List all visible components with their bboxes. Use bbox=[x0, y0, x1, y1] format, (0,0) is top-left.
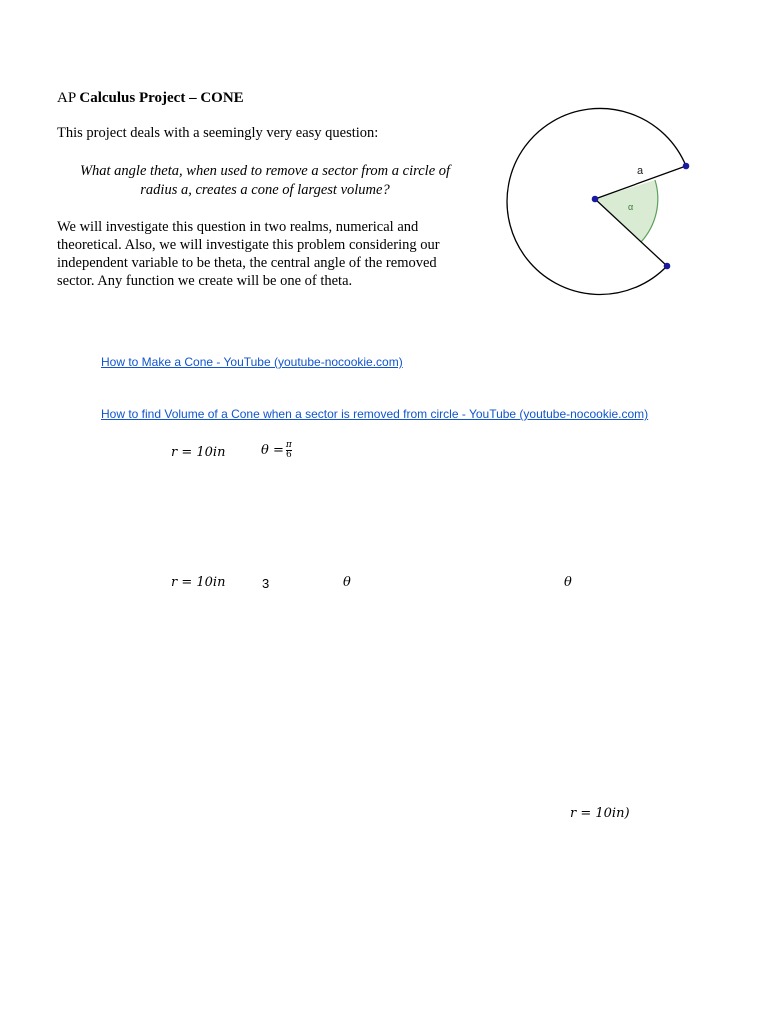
pi-over-six-fraction bbox=[286, 441, 292, 460]
title-prefix: AP bbox=[57, 90, 80, 106]
intro-text: This project deals with a seemingly very easy question: bbox=[57, 125, 379, 141]
title-bold: Calculus Project – CONE bbox=[79, 90, 244, 106]
edge-point-bottom bbox=[664, 263, 671, 270]
math-theta-b: θ bbox=[564, 575, 572, 590]
math-r-equation-3: r = 10in) bbox=[570, 806, 630, 821]
link-make-cone[interactable]: How to Make a Cone - YouTube (youtube-nocookie.com) bbox=[101, 355, 403, 369]
fraction-denominator: 6 bbox=[285, 450, 292, 460]
link-volume-cone[interactable]: How to find Volume of a Cone when a sector is removed from circle - YouTube (youtube-nocookie.com) bbox=[101, 407, 649, 421]
cone-sector-diagram bbox=[492, 92, 704, 304]
math-r-equation-2: r = 10in bbox=[171, 575, 226, 590]
page-title bbox=[57, 90, 244, 107]
math-theta-equation bbox=[261, 441, 292, 460]
radius-label: a bbox=[637, 165, 644, 177]
angle-label: α bbox=[628, 202, 634, 212]
theta-eq-text: θ = bbox=[261, 443, 284, 458]
question-text: What angle theta, when used to remove a sector from a circle of radius a, creates a cone of largest volume? bbox=[79, 163, 451, 198]
fraction-numerator: π bbox=[285, 440, 292, 450]
math-theta-a: θ bbox=[343, 575, 351, 590]
description-paragraph: We will investigate this question in two realms, numerical and theoretical. Also, we will investigate this problem considering our independent variable to be theta, the central angle of the removed sector. Any function we create will be one of theta. bbox=[57, 219, 440, 289]
math-three: 3 bbox=[262, 576, 270, 591]
math-r-equation: r = 10in bbox=[171, 445, 226, 460]
center-point bbox=[592, 196, 599, 203]
edge-point-top bbox=[683, 163, 690, 170]
